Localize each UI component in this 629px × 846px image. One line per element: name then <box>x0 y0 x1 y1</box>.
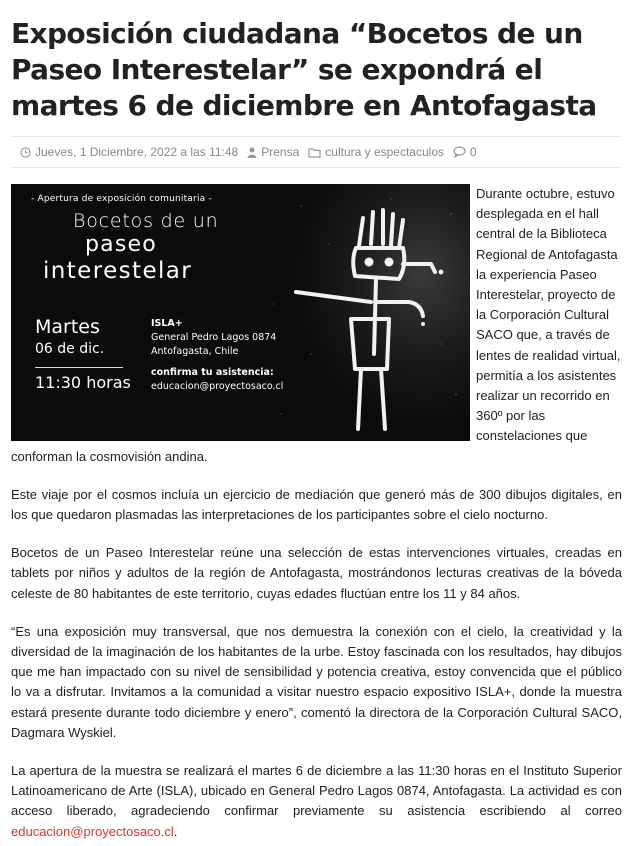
poster-date: 06 de dic. <box>35 341 105 357</box>
meta-comments-count[interactable]: 0 <box>470 145 477 159</box>
poster-title-line-3: interestelar <box>43 258 193 284</box>
post-meta <box>11 136 621 168</box>
poster-title-line-1: Bocetos de un <box>73 210 219 232</box>
poster-kicker: - Apertura de exposición comunitaria - <box>31 194 212 204</box>
poster-address: General Pedro Lagos 0874 <box>151 332 277 343</box>
clock-icon <box>20 147 31 158</box>
poster-venue: ISLA+ <box>151 318 183 329</box>
meta-date <box>20 145 238 159</box>
meta-author[interactable] <box>247 145 299 159</box>
folder-icon <box>308 147 321 158</box>
poster-time: 11:30 horas <box>35 373 131 392</box>
meta-comments[interactable] <box>453 145 477 159</box>
event-poster-image <box>11 184 470 441</box>
paragraph-1: Durante octubre, estuvo desplegada en el hall central de la Biblioteca Regional de Antofagasta la experiencia Paseo Interestelar, proyecto de la Corporación Cultural SACO que, a través de lentes de realidad virtual, permitía a los asistentes realizar un recorrido en 360º por las constelaciones que conforman la cosmovisión andina. <box>11 186 621 464</box>
paragraph-4: “Es una exposición muy transversal, que nos demuestra la conexión con el cielo, la creatividad y la diversidad de la imaginación de los habitantes de la urbe. Estoy fascinada con los resultados, hay dibujos que me han impactado con su nivel de sensibilidad y potencia creativa, estoy convencida que el público lo va a disfrutar. Invitamos a la comunidad a visitar nuestro espacio expositivo ISLA+, donde la muestra estará presente durante todo diciembre y enero”, comentó la directora de la Corporación Cultural SACO, Dagmara Wyskiel. <box>11 623 622 740</box>
comment-icon <box>453 146 466 158</box>
poster-confirm-label: confirma tu asistencia: <box>151 367 274 378</box>
paragraph-2: Este viaje por el cosmos incluía un ejercicio de mediación que generó más de 300 dibujos digitales, en los que quedaron plasmadas las interpretaciones de los participantes sobre el cielo nocturno. <box>11 486 622 523</box>
poster-title-line-2: paseo <box>85 232 157 257</box>
paragraph-5-text: La apertura de la muestra se realizará el martes 6 de diciembre a las 11:30 horas en el Instituto Superior Latinoamericano de Arte (ISLA), ubicado en General Pedro Lagos 0874, Antofagasta. La actividad es con acceso liberado, agradeciendo confirmar previamente su asistencia escribiendo al correo <box>11 763 622 819</box>
paragraph-5 <box>11 761 622 842</box>
meta-date-text: Jueves, 1 Diciembre, 2022 a las 11:48 <box>35 145 239 159</box>
poster-divider <box>35 367 123 368</box>
article-title: Exposición ciudadana “Bocetos de un Paseo Interestelar” se expondrá el martes 6 de diciembre en Antofagasta <box>11 17 597 122</box>
user-icon <box>247 147 257 158</box>
poster-email: educacion@proyectosaco.cl <box>151 381 284 392</box>
meta-category[interactable] <box>308 145 444 159</box>
paragraph-3: Bocetos de un Paseo Interestelar reúne una selección de estas intervenciones virtuales, creadas en tablets por niños y adultos de la región de Antofagasta, mostrándonos lecturas creativas de la bóveda celeste de 80 habitantes de este territorio, cuyas edades fluctúan entre los 11 y 84 años. <box>11 545 622 601</box>
poster-city: Antofagasta, Chile <box>151 346 239 357</box>
email-link[interactable]: educacion@proyectosaco.cl <box>11 823 174 839</box>
paragraph-5-end: . <box>173 823 178 839</box>
poster-day: Martes <box>35 316 100 338</box>
meta-author-text[interactable]: Prensa <box>261 145 300 159</box>
meta-category-text[interactable]: cultura y espectaculos <box>325 145 444 159</box>
